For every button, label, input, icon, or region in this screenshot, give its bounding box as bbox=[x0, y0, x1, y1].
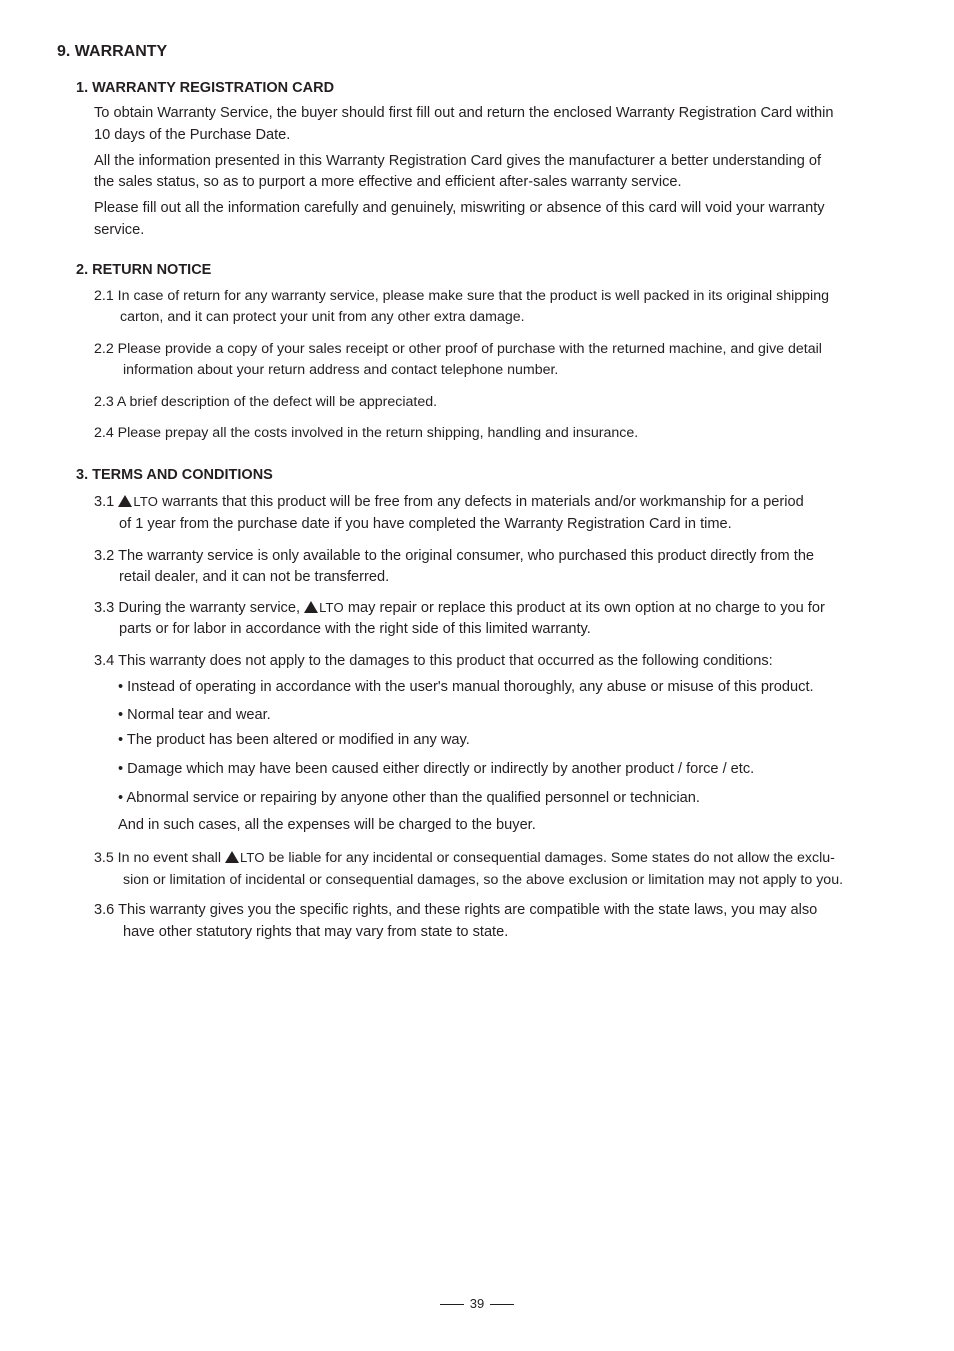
item-text: be liable for any incidental or consequential damages. Some states do not allow the exclu- bbox=[268, 850, 835, 866]
bullet-item: • The product has been altered or modified in any way. bbox=[118, 732, 470, 748]
paragraph-line: And in such cases, all the expenses will be charged to the buyer. bbox=[118, 817, 536, 833]
list-item-line: 3.6 This warranty gives you the specific rights, and these rights are compatible with the state laws, you may also bbox=[94, 902, 818, 918]
list-item-line: of 1 year from the purchase date if you have completed the Warranty Registration Card in time. bbox=[119, 516, 732, 532]
list-item-line: retail dealer, and it can not be transferred. bbox=[119, 569, 390, 585]
triangle-logo-icon bbox=[225, 851, 239, 863]
footer-rule bbox=[490, 1304, 514, 1305]
alto-logo bbox=[304, 600, 344, 615]
paragraph-line: service. bbox=[94, 222, 145, 238]
item-text: 3.5 In no event shall bbox=[94, 850, 221, 866]
page-number-footer bbox=[0, 1296, 954, 1311]
section-heading-return: 2. RETURN NOTICE bbox=[76, 262, 212, 278]
paragraph-line: 10 days of the Purchase Date. bbox=[94, 127, 291, 143]
list-item-line: sion or limitation of incidental or consequential damages, so the above exclusion or limitation may not apply to you. bbox=[123, 872, 844, 888]
bullet-item: • Normal tear and wear. bbox=[118, 707, 271, 723]
triangle-logo-icon bbox=[304, 601, 318, 613]
paragraph-line: All the information presented in this Warranty Registration Card gives the manufacturer a better understanding of bbox=[94, 153, 822, 169]
section-heading-terms: 3. TERMS AND CONDITIONS bbox=[76, 467, 273, 483]
list-item-line: 2.4 Please prepay all the costs involved in the return shipping, handling and insurance. bbox=[94, 425, 639, 441]
page-number: 39 bbox=[469, 1296, 485, 1311]
item-text: may repair or replace this product at its own option at no charge to you for bbox=[347, 600, 825, 616]
list-item-line bbox=[94, 600, 825, 616]
list-item-line: 3.4 This warranty does not apply to the damages to this product that occurred as the following conditions: bbox=[94, 653, 773, 669]
list-item-line bbox=[94, 494, 804, 510]
alto-logo bbox=[225, 850, 265, 865]
list-item-line: 2.1 In case of return for any warranty service, please make sure that the product is well packed in its original shipping bbox=[94, 288, 829, 304]
logo-text: LTO bbox=[239, 850, 265, 865]
section-heading-registration: 1. WARRANTY REGISTRATION CARD bbox=[76, 80, 335, 96]
triangle-logo-icon bbox=[118, 495, 132, 507]
logo-text: LTO bbox=[319, 600, 344, 615]
list-item-line: 2.2 Please provide a copy of your sales receipt or other proof of purchase with the returned machine, and give detail bbox=[94, 341, 822, 357]
bullet-item: • Damage which may have been caused either directly or indirectly by another product / force / etc. bbox=[118, 761, 755, 777]
list-item-line: parts or for labor in accordance with the right side of this limited warranty. bbox=[119, 621, 591, 637]
list-item-line bbox=[94, 850, 835, 866]
list-item-line: carton, and it can protect your unit from any other extra damage. bbox=[120, 309, 525, 325]
item-text: 3.3 During the warranty service, bbox=[94, 600, 301, 616]
paragraph-line: the sales status, so as to purport a more effective and efficient after-sales warranty service. bbox=[94, 174, 682, 190]
paragraph-line: Please fill out all the information carefully and genuinely, miswriting or absence of this card will void your warranty bbox=[94, 200, 825, 216]
logo-text: LTO bbox=[133, 494, 159, 509]
bullet-item: • Abnormal service or repairing by anyone other than the qualified personnel or technician. bbox=[118, 790, 700, 806]
footer-rule bbox=[440, 1304, 464, 1305]
list-item-line: have other statutory rights that may vary from state to state. bbox=[123, 924, 509, 940]
alto-logo bbox=[118, 494, 158, 509]
paragraph-line: To obtain Warranty Service, the buyer should first fill out and return the enclosed Warranty Registration Card within bbox=[94, 105, 834, 121]
list-item-line: information about your return address and contact telephone number. bbox=[123, 362, 559, 378]
page-title: 9. WARRANTY bbox=[57, 43, 168, 60]
list-item-line: 2.3 A brief description of the defect will be appreciated. bbox=[94, 394, 438, 410]
item-number: 3.1 bbox=[94, 494, 115, 510]
item-text: warrants that this product will be free from any defects in materials and/or workmanship for a period bbox=[162, 494, 804, 510]
list-item-line: 3.2 The warranty service is only available to the original consumer, who purchased this product directly from the bbox=[94, 548, 815, 564]
bullet-item: • Instead of operating in accordance with the user's manual thoroughly, any abuse or misuse of this product. bbox=[118, 679, 814, 695]
